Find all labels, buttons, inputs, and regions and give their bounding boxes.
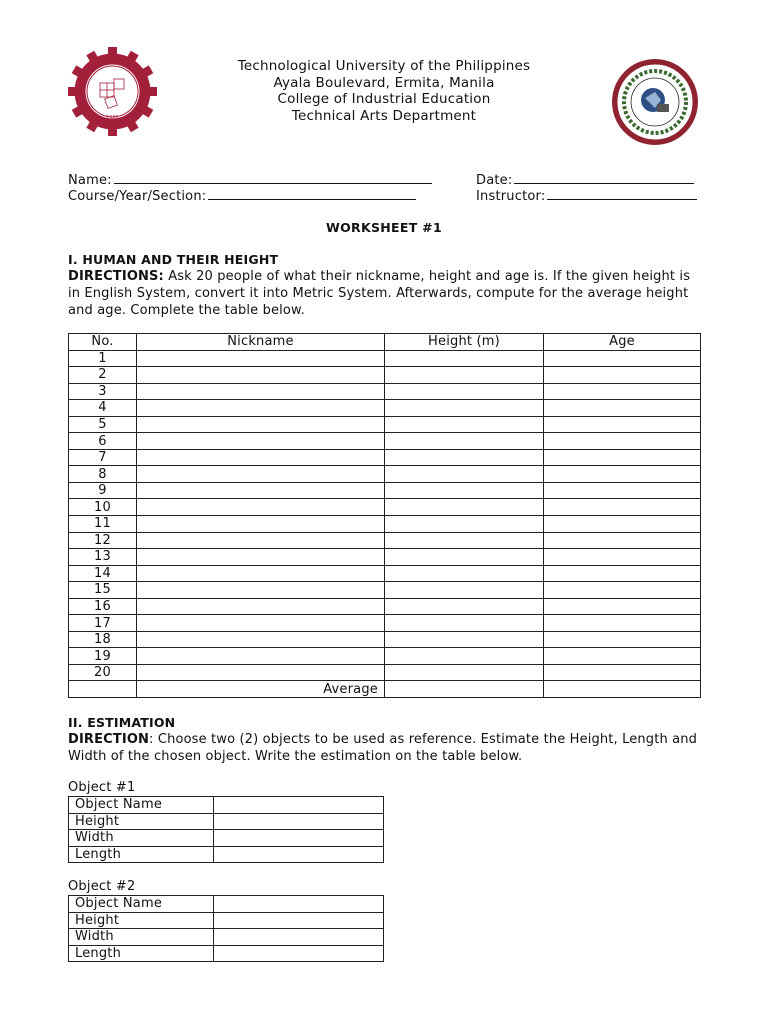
object-2-table — [68, 895, 384, 962]
height-cell[interactable] — [385, 367, 544, 384]
height-cell[interactable] — [385, 631, 544, 648]
table-row — [69, 631, 701, 648]
average-height-cell[interactable] — [385, 681, 544, 698]
object-attribute-value[interactable] — [214, 813, 384, 830]
date-blank-line[interactable] — [514, 172, 694, 184]
nickname-cell[interactable] — [137, 549, 385, 566]
object-row — [69, 945, 384, 962]
height-cell[interactable] — [385, 416, 544, 433]
nickname-cell[interactable] — [137, 516, 385, 533]
object-attribute-label: Length — [69, 945, 214, 962]
name-blank-line[interactable] — [114, 172, 432, 184]
table-row — [69, 598, 701, 615]
row-number: 2 — [69, 367, 137, 384]
object-attribute-label: Length — [69, 846, 214, 863]
college-name: College of Industrial Education — [277, 91, 491, 107]
nickname-cell[interactable] — [137, 582, 385, 599]
section-1-title: I. HUMAN AND THEIR HEIGHT — [68, 252, 279, 267]
age-cell[interactable] — [544, 499, 701, 516]
name-field[interactable] — [68, 172, 432, 188]
object-attribute-label: Height — [69, 912, 214, 929]
object-row — [69, 830, 384, 847]
height-cell[interactable] — [385, 433, 544, 450]
object-row — [69, 846, 384, 863]
nickname-cell[interactable] — [137, 466, 385, 483]
row-number: 15 — [69, 582, 137, 599]
table-row — [69, 449, 701, 466]
object-attribute-label: Width — [69, 929, 214, 946]
object-2-label: Object #2 — [68, 879, 136, 894]
course-year-section-blank-line[interactable] — [208, 188, 416, 200]
nickname-cell[interactable] — [137, 648, 385, 665]
height-cell[interactable] — [385, 549, 544, 566]
row-number: 9 — [69, 482, 137, 499]
name-label: Name: — [68, 173, 112, 188]
age-cell[interactable] — [544, 482, 701, 499]
direction-label: DIRECTION — [68, 732, 150, 747]
nickname-cell[interactable] — [137, 416, 385, 433]
nickname-cell[interactable] — [137, 383, 385, 400]
object-row — [69, 813, 384, 830]
header-height: Height (m) — [385, 334, 544, 351]
table-row — [69, 416, 701, 433]
age-cell[interactable] — [544, 449, 701, 466]
table-row — [69, 582, 701, 599]
table-row — [69, 383, 701, 400]
nickname-cell[interactable] — [137, 631, 385, 648]
nickname-cell[interactable] — [137, 532, 385, 549]
age-cell[interactable] — [544, 598, 701, 615]
age-cell[interactable] — [544, 664, 701, 681]
height-cell[interactable] — [385, 615, 544, 632]
cie-seal-icon — [611, 58, 699, 146]
section-1-directions — [68, 268, 702, 319]
nickname-cell[interactable] — [137, 664, 385, 681]
age-cell[interactable] — [544, 631, 701, 648]
height-cell[interactable] — [385, 582, 544, 599]
nickname-cell[interactable] — [137, 499, 385, 516]
height-cell[interactable] — [385, 482, 544, 499]
object-attribute-value[interactable] — [214, 945, 384, 962]
section-2-title: II. ESTIMATION — [68, 715, 176, 730]
nickname-cell[interactable] — [137, 367, 385, 384]
age-cell[interactable] — [544, 648, 701, 665]
age-cell[interactable] — [544, 350, 701, 367]
row-number: 7 — [69, 449, 137, 466]
table-row — [69, 482, 701, 499]
object-attribute-label: Width — [69, 830, 214, 847]
age-cell[interactable] — [544, 516, 701, 533]
directions-label: DIRECTIONS: — [68, 269, 164, 284]
nickname-cell[interactable] — [137, 449, 385, 466]
date-field[interactable] — [476, 172, 694, 188]
table-row — [69, 664, 701, 681]
section-2-direction — [68, 731, 702, 765]
directions-text: Ask 20 people of what their nickname, height and age is. If the given height is in English System, convert it into Metric System. Afterwards, compute for the average height and age. Complete the table below. — [68, 269, 691, 318]
university-name: Technological University of the Philippines — [237, 58, 531, 74]
average-age-cell[interactable] — [544, 681, 701, 698]
object-attribute-value[interactable] — [214, 912, 384, 929]
height-cell[interactable] — [385, 499, 544, 516]
instructor-field[interactable] — [476, 188, 697, 204]
nickname-cell[interactable] — [137, 615, 385, 632]
age-cell[interactable] — [544, 615, 701, 632]
instructor-blank-line[interactable] — [547, 188, 697, 200]
worksheet-title: WORKSHEET #1 — [326, 220, 442, 235]
table-row — [69, 400, 701, 417]
instructor-label: Instructor: — [476, 189, 546, 204]
row-number: 13 — [69, 549, 137, 566]
row-number: 6 — [69, 433, 137, 450]
row-number: 19 — [69, 648, 137, 665]
height-cell[interactable] — [385, 449, 544, 466]
table-row — [69, 516, 701, 533]
nickname-cell[interactable] — [137, 598, 385, 615]
age-cell[interactable] — [544, 367, 701, 384]
row-number: 16 — [69, 598, 137, 615]
row-number: 20 — [69, 664, 137, 681]
object-attribute-value[interactable] — [214, 797, 384, 814]
header-no: No. — [69, 334, 137, 351]
height-cell[interactable] — [385, 466, 544, 483]
row-number: 4 — [69, 400, 137, 417]
object-attribute-value[interactable] — [214, 846, 384, 863]
age-cell[interactable] — [544, 532, 701, 549]
height-cell[interactable] — [385, 516, 544, 533]
course-year-section-label: Course/Year/Section: — [68, 189, 207, 204]
row-number: 3 — [69, 383, 137, 400]
row-number: 5 — [69, 416, 137, 433]
object-attribute-label: Object Name — [69, 797, 214, 814]
svg-text:1901: 1901 — [106, 115, 119, 121]
table-row — [69, 565, 701, 582]
nickname-cell[interactable] — [137, 482, 385, 499]
course-year-section-field[interactable] — [68, 188, 416, 204]
header-age: Age — [544, 334, 701, 351]
height-cell[interactable] — [385, 565, 544, 582]
object-row — [69, 929, 384, 946]
object-row — [69, 912, 384, 929]
table-row — [69, 466, 701, 483]
university-address: Ayala Boulevard, Ermita, Manila — [273, 74, 495, 91]
row-number: 12 — [69, 532, 137, 549]
height-cell[interactable] — [385, 648, 544, 665]
height-cell[interactable] — [385, 664, 544, 681]
age-cell[interactable] — [544, 549, 701, 566]
age-cell[interactable] — [544, 400, 701, 417]
object-row — [69, 896, 384, 913]
row-number: 14 — [69, 565, 137, 582]
height-cell[interactable] — [385, 532, 544, 549]
age-cell[interactable] — [544, 466, 701, 483]
height-table — [68, 333, 701, 698]
empty-cell — [69, 681, 137, 698]
object-attribute-label: Height — [69, 813, 214, 830]
nickname-cell[interactable] — [137, 565, 385, 582]
row-number: 11 — [69, 516, 137, 533]
row-number: 8 — [69, 466, 137, 483]
table-row — [69, 367, 701, 384]
object-attribute-label: Object Name — [69, 896, 214, 913]
department-name: Technical Arts Department — [291, 107, 477, 124]
height-cell[interactable] — [385, 350, 544, 367]
age-cell[interactable] — [544, 433, 701, 450]
age-cell[interactable] — [544, 565, 701, 582]
date-label: Date: — [476, 173, 513, 188]
nickname-cell[interactable] — [137, 350, 385, 367]
object-1-label: Object #1 — [68, 780, 136, 795]
row-number: 10 — [69, 499, 137, 516]
object-attribute-value[interactable] — [214, 929, 384, 946]
table-row — [69, 648, 701, 665]
row-number: 1 — [69, 350, 137, 367]
age-cell[interactable] — [544, 416, 701, 433]
table-header-row — [69, 334, 701, 351]
average-row — [69, 681, 701, 698]
height-cell[interactable] — [385, 400, 544, 417]
nickname-cell[interactable] — [137, 433, 385, 450]
table-row — [69, 350, 701, 367]
height-cell[interactable] — [385, 598, 544, 615]
table-row — [69, 499, 701, 516]
object-1-table — [68, 796, 384, 863]
average-label: Average — [137, 681, 385, 698]
age-cell[interactable] — [544, 582, 701, 599]
age-cell[interactable] — [544, 383, 701, 400]
table-row — [69, 615, 701, 632]
direction-text: : Choose two (2) objects to be used as reference. Estimate the Height, Length and Width of the chosen object. Write the estimation on the table below. — [68, 732, 698, 764]
table-row — [69, 532, 701, 549]
height-cell[interactable] — [385, 383, 544, 400]
object-attribute-value[interactable] — [214, 896, 384, 913]
table-row — [69, 549, 701, 566]
header-nickname: Nickname — [137, 334, 385, 351]
table-row — [69, 433, 701, 450]
object-attribute-value[interactable] — [214, 830, 384, 847]
object-row — [69, 797, 384, 814]
row-number: 18 — [69, 631, 137, 648]
nickname-cell[interactable] — [137, 400, 385, 417]
row-number: 17 — [69, 615, 137, 632]
